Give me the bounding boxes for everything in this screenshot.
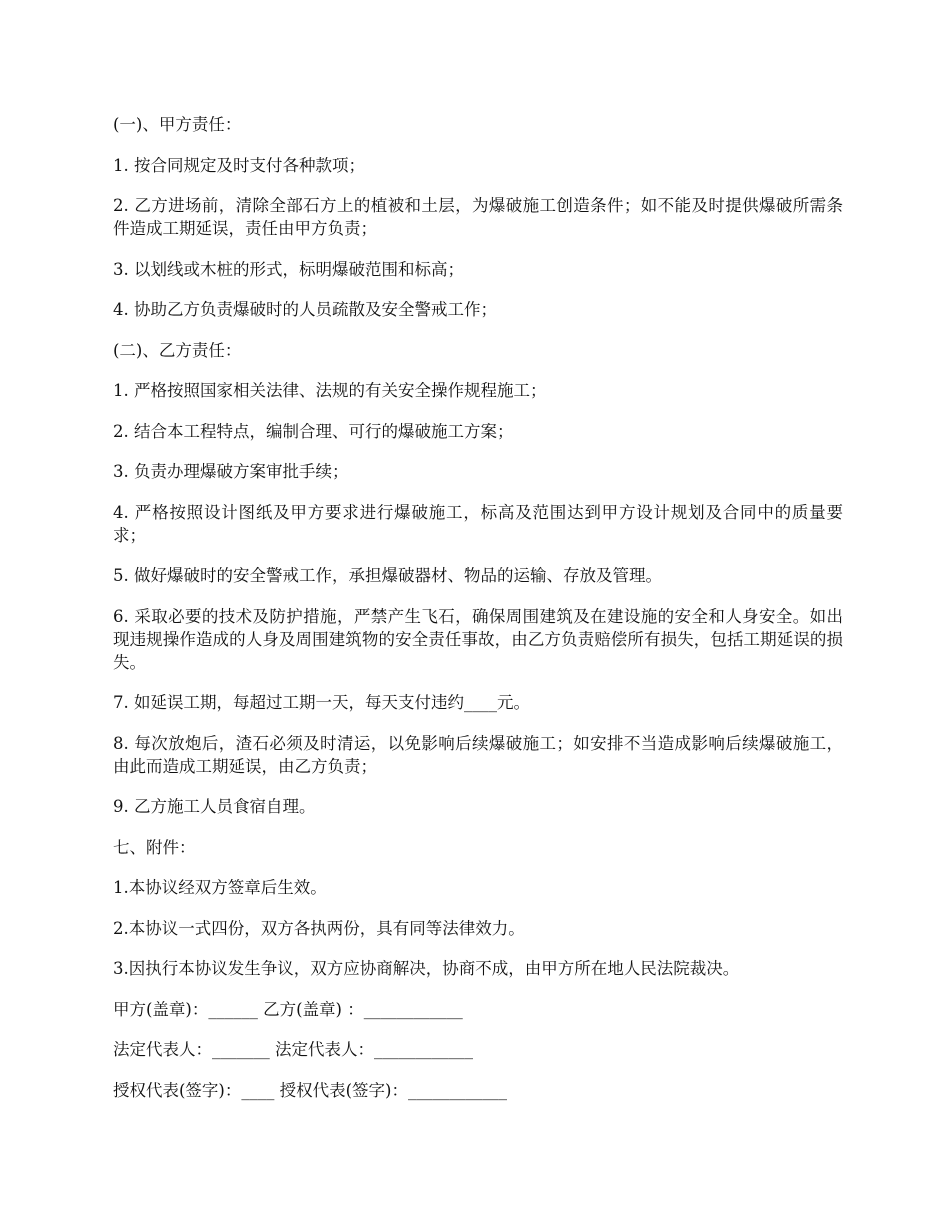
party-b-clause-8: 8. 每次放炮后，渣石必须及时清运，以免影响后续爆破施工；如安排不当造成影响后续爆破施工，由此而造成工期延误，由乙方负责； (113, 733, 843, 776)
party-b-clause-7: 7. 如延误工期，每超过工期一天，每天支付违约____元。 (113, 693, 530, 712)
party-b-clause-4: 4. 严格按照设计图纸及甲方要求进行爆破施工，标高及范围达到甲方设计规划及合同中的质量要求； (113, 502, 843, 545)
signature-line-authorized-rep: 授权代表(签字)：____ 授权代表(签字)：____________ (113, 1080, 507, 1100)
attachment-clause-2: 2.本协议一式四份，双方各执两份，具有同等法律效力。 (113, 918, 525, 938)
document-body (113, 113, 843, 1119)
party-a-clause-3: 3. 以划线或木桩的形式，标明爆破范围和标高； (113, 259, 464, 279)
party-b-clause-2: 2. 结合本工程特点，编制合理、可行的爆破施工方案； (113, 421, 514, 441)
party-a-clause-4: 4. 协助乙方负责爆破时的人员疏散及安全警戒工作； (113, 300, 497, 319)
section-heading-party-a: (一)、甲方责任： (113, 115, 242, 134)
party-b-clause-1: 1. 严格按照国家相关法律、法规的有关安全操作规程施工； (113, 381, 547, 400)
attachment-clause-1: 1.本协议经双方签章后生效。 (113, 878, 327, 897)
section-heading-party-b: (二)、乙方责任： (113, 340, 242, 360)
party-b-clause-9: 9. 乙方施工人员食宿自理。 (113, 797, 316, 816)
party-b-clause-5: 5. 做好爆破时的安全警戒工作，承担爆破器材、物品的运输、存放及管理。 (113, 566, 662, 585)
section-heading-attachments: 七、附件： (113, 837, 196, 857)
signature-line-legal-rep: 法定代表人：_______ 法定代表人：____________ (113, 1040, 473, 1059)
party-a-clause-1: 1. 按合同规定及时支付各种款项； (113, 155, 365, 175)
signature-line-seal: 甲方(盖章)：______ 乙方(盖章) ：____________ (113, 999, 463, 1019)
party-b-clause-6: 6. 采取必要的技术及防护措施，严禁产生飞石，确保周围建筑及在建设施的安全和人身安全。如出现违规操作造成的人身及周围建筑物的安全责任事故，由乙方负责赔偿所有损失，包括工期延误的损失。 (113, 606, 843, 672)
party-b-clause-3: 3. 负责办理爆破方案审批手续； (113, 462, 349, 481)
attachment-clause-3: 3.因执行本协议发生争议，双方应协商解决，协商不成，由甲方所在地人民法院裁决。 (113, 959, 740, 978)
party-a-clause-2: 2. 乙方进场前，清除全部石方上的植被和土层，为爆破施工创造条件；如不能及时提供爆破所需条件造成工期延误，责任由甲方负责； (113, 196, 843, 238)
